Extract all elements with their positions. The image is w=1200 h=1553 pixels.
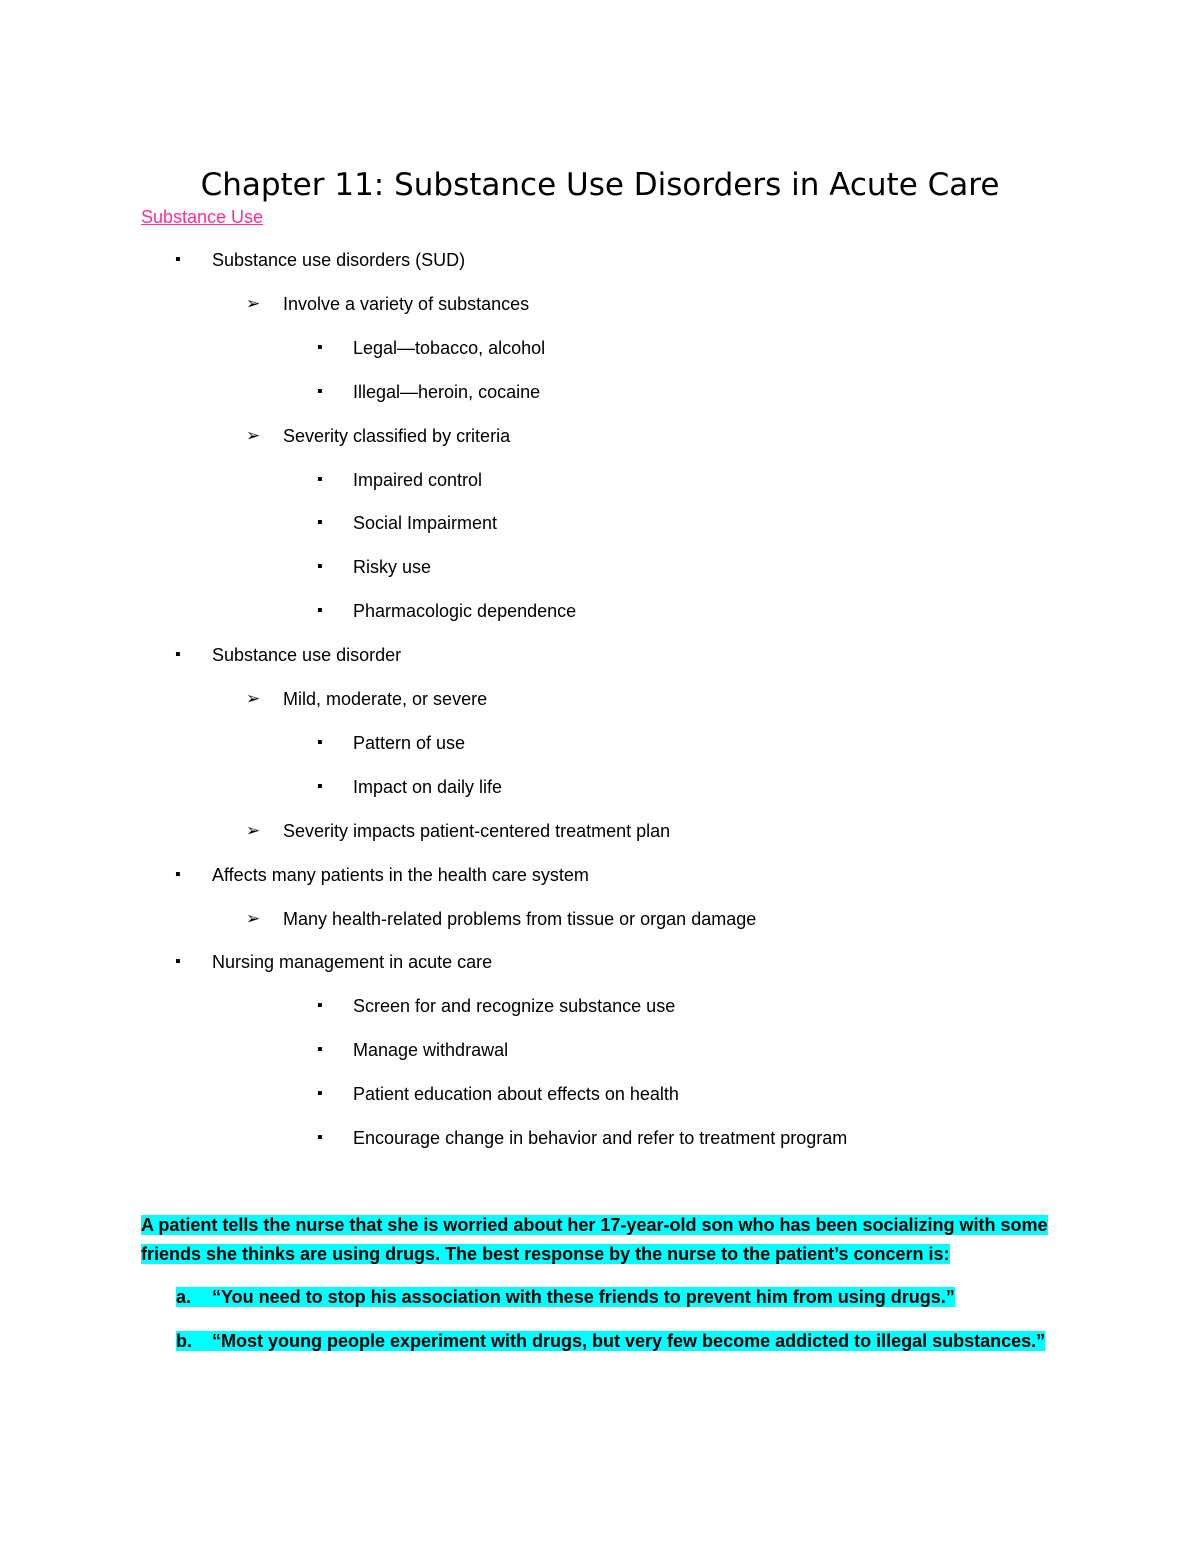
square-bullet-icon: ▪	[317, 997, 323, 1014]
outline-item-text: Screen for and recognize substance use	[353, 996, 676, 1016]
outline-item	[0, 554, 1200, 580]
arrow-bullet-icon: ➢	[246, 689, 261, 708]
outline-item	[0, 818, 1200, 844]
page-title: Chapter 11: Substance Use Disorders in Acute Care	[200, 166, 1000, 203]
outline-item	[0, 993, 1200, 1019]
square-bullet-icon: ▪	[175, 251, 181, 268]
arrow-bullet-icon: ➢	[246, 294, 261, 313]
square-bullet-icon: ▪	[317, 1129, 323, 1146]
outline-item-text: Nursing management in acute care	[212, 952, 493, 972]
outline-item	[0, 1081, 1200, 1107]
outline-item-text: Many health-related problems from tissue or organ damage	[283, 909, 757, 929]
outline-item-text: Substance use disorder	[212, 645, 402, 665]
outline-item-text: Patient education about effects on health	[353, 1084, 679, 1104]
outline-item	[0, 1037, 1200, 1063]
section-heading: Substance Use	[141, 207, 264, 227]
outline-item-text: Legal—tobacco, alcohol	[353, 338, 546, 358]
practice-question	[141, 1211, 1071, 1269]
square-bullet-icon: ▪	[317, 471, 323, 488]
answer-letter: a.	[176, 1287, 192, 1307]
outline-item	[0, 423, 1200, 449]
outline-item	[0, 862, 1200, 888]
outline-item	[0, 598, 1200, 624]
square-bullet-icon: ▪	[175, 953, 181, 970]
outline-item	[0, 335, 1200, 361]
outline-item-text: Encourage change in behavior and refer to treatment program	[353, 1128, 848, 1148]
outline-item-text: Impact on daily life	[353, 777, 503, 797]
square-bullet-icon: ▪	[317, 602, 323, 619]
outline-item-text: Pharmacologic dependence	[353, 601, 577, 621]
arrow-bullet-icon: ➢	[246, 426, 261, 445]
arrow-bullet-icon: ➢	[246, 821, 261, 840]
outline-item	[0, 1125, 1200, 1151]
outline-item-text: Risky use	[353, 557, 432, 577]
outline-item-text: Impaired control	[353, 470, 483, 490]
outline-item	[0, 291, 1200, 317]
answer-option-a	[176, 1284, 955, 1310]
outline-item-text: Social Impairment	[353, 513, 498, 533]
square-bullet-icon: ▪	[175, 866, 181, 883]
outline-item-text: Affects many patients in the health care system	[212, 865, 589, 885]
square-bullet-icon: ▪	[317, 778, 323, 795]
square-bullet-icon: ▪	[317, 558, 323, 575]
outline-item	[0, 686, 1200, 712]
square-bullet-icon: ▪	[317, 1041, 323, 1058]
outline-item-text: Severity classified by criteria	[283, 426, 511, 446]
outline-item	[0, 730, 1200, 756]
answer-text: “Most young people experiment with drugs, but very few become addicted to illegal substances.”	[212, 1331, 1046, 1351]
square-bullet-icon: ▪	[317, 514, 323, 531]
square-bullet-icon: ▪	[317, 1085, 323, 1102]
outline-item	[0, 906, 1200, 932]
outline-item-text: Manage withdrawal	[353, 1040, 509, 1060]
outline-item	[0, 467, 1200, 493]
outline-item	[0, 379, 1200, 405]
arrow-bullet-icon: ➢	[246, 909, 261, 928]
outline-item-text: Mild, moderate, or severe	[283, 689, 488, 709]
outline-item-text: Substance use disorders (SUD)	[212, 250, 466, 270]
outline-item	[0, 949, 1200, 975]
answer-letter: b.	[176, 1331, 192, 1351]
answer-option-b	[176, 1328, 1045, 1354]
square-bullet-icon: ▪	[317, 383, 323, 400]
outline-item	[0, 774, 1200, 800]
outline-item	[0, 247, 1200, 273]
outline-item-text: Severity impacts patient-centered treatment plan	[283, 821, 671, 841]
outline-item	[0, 642, 1200, 668]
question-stem: A patient tells the nurse that she is worried about her 17-year-old son who has been socializing with some friends she thinks are using drugs. The best response by the nurse to the patient’s concern is:	[141, 1215, 1048, 1264]
square-bullet-icon: ▪	[317, 734, 323, 751]
outline-item-text: Involve a variety of substances	[283, 294, 530, 314]
outline-item	[0, 510, 1200, 536]
answer-text: “You need to stop his association with these friends to prevent him from using drugs.”	[212, 1287, 955, 1307]
square-bullet-icon: ▪	[175, 646, 181, 663]
outline-item-text: Pattern of use	[353, 733, 466, 753]
square-bullet-icon: ▪	[317, 339, 323, 356]
outline-item-text: Illegal—heroin, cocaine	[353, 382, 541, 402]
